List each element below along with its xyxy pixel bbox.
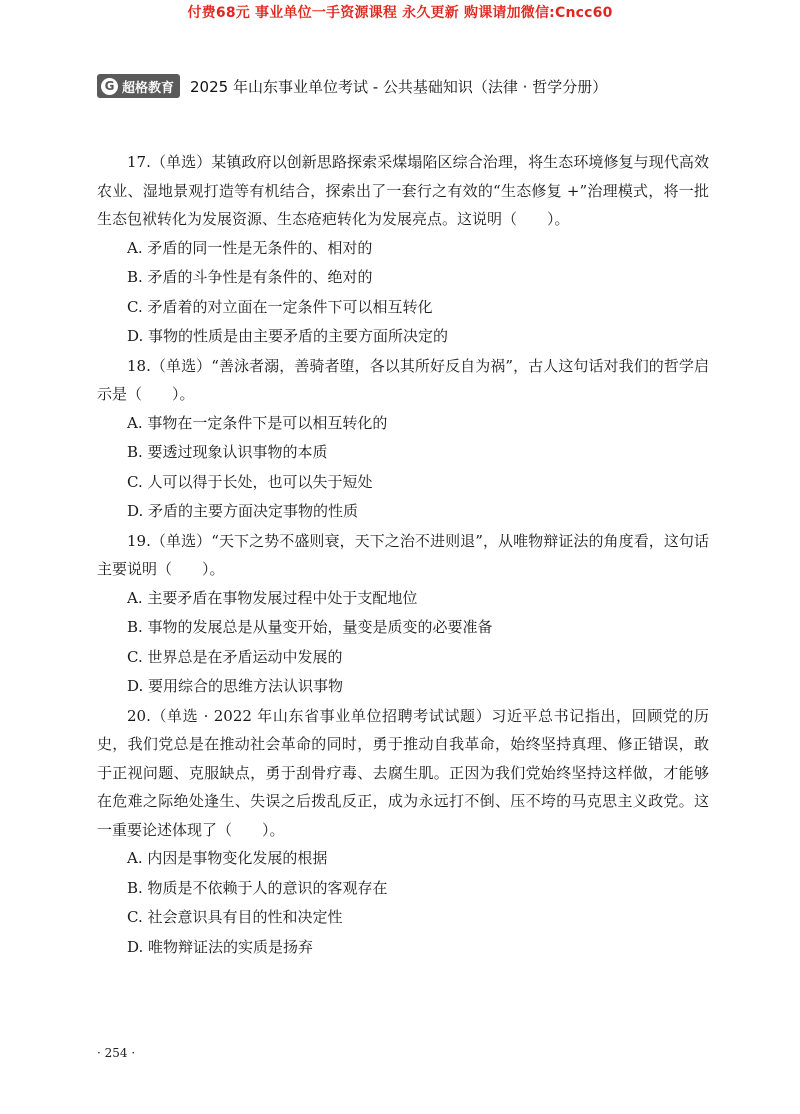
question-text: 18.（单选）“善泳者溺，善骑者堕，各以其所好反自为祸”，古人这句话对我们的哲学启示是（ ）。 — [97, 356, 709, 403]
option-b: B. 物质是不依赖于人的意识的客观存在 — [127, 878, 388, 897]
page-header — [97, 73, 607, 99]
question-text: 19.（单选）“天下之势不盛则衰，天下之治不进则退”，从唯物辩证法的角度看，这句话主要说明（ ）。 — [97, 531, 709, 578]
option-b: B. 事物的发展总是从量变开始，量变是质变的必要准备 — [127, 618, 493, 636]
question-20 — [97, 702, 709, 963]
question-text: 20.（单选 · 2022 年山东省事业单位招聘考试试题）习近平总书记指出，回顾党的历史，我们党总是在推动社会革命的同时，勇于推动自我革命，始终坚持真理、修正错误，敢于正视问题、克服缺点，勇于刮骨疗毒、去腐生肌。正因为我们党始终坚持这样做，才能够在危难之际绝处逢生、失误之后拨乱反正，成为永远打不倒、压不垮的马克思主义政党。这一重要论述体现了（ ）。 — [97, 706, 709, 839]
option-d: D. 要用综合的思维方法认识事物 — [127, 677, 344, 695]
option-d: D. 唯物辩证法的实质是扬弃 — [127, 937, 314, 956]
option-a: A. 矛盾的同一性是无条件的、相对的 — [127, 238, 373, 257]
question-17 — [97, 148, 709, 352]
logo-text: 超格教育 — [122, 80, 175, 96]
question-18 — [97, 352, 709, 527]
option-c: C. 人可以得于长处，也可以失于短处 — [127, 472, 373, 491]
option-b: B. 矛盾的斗争性是有条件的、绝对的 — [127, 268, 373, 286]
promo-banner: 付费68元 事业单位一手资源课程 永久更新 购课请加微信:Cncc60 — [187, 5, 613, 21]
logo-icon: G — [101, 78, 118, 95]
option-a: A. 主要矛盾在事物发展过程中处于支配地位 — [127, 588, 418, 607]
option-c: C. 社会意识具有目的性和决定性 — [127, 908, 343, 926]
option-b: B. 要透过现象认识事物的本质 — [127, 443, 328, 461]
option-a: A. 事物在一定条件下是可以相互转化的 — [127, 413, 388, 432]
option-a: A. 内因是事物变化发展的根据 — [127, 849, 328, 867]
option-d: D. 事物的性质是由主要矛盾的主要方面所决定的 — [127, 327, 449, 345]
option-c: C. 矛盾着的对立面在一定条件下可以相互转化 — [127, 297, 433, 316]
question-list — [97, 148, 709, 962]
option-c: C. 世界总是在矛盾运动中发展的 — [127, 647, 343, 666]
page-number: · 254 · — [97, 1046, 136, 1060]
book-title: 2025 年山东事业单位考试 - 公共基础知识（法律 · 哲学分册） — [190, 77, 608, 96]
question-19 — [97, 527, 709, 702]
publisher-logo — [97, 74, 180, 98]
question-text: 17.（单选）某镇政府以创新思路探索采煤塌陷区综合治理，将生态环境修复与现代高效农业、湿地景观打造等有机结合，探索出了一套行之有效的“生态修复 +”治理模式，将一批生态包袱转化为发展资源、生态疮疤转化为发展亮点。这说明（ ）。 — [97, 153, 709, 228]
option-d: D. 矛盾的主要方面决定事物的性质 — [127, 502, 359, 520]
